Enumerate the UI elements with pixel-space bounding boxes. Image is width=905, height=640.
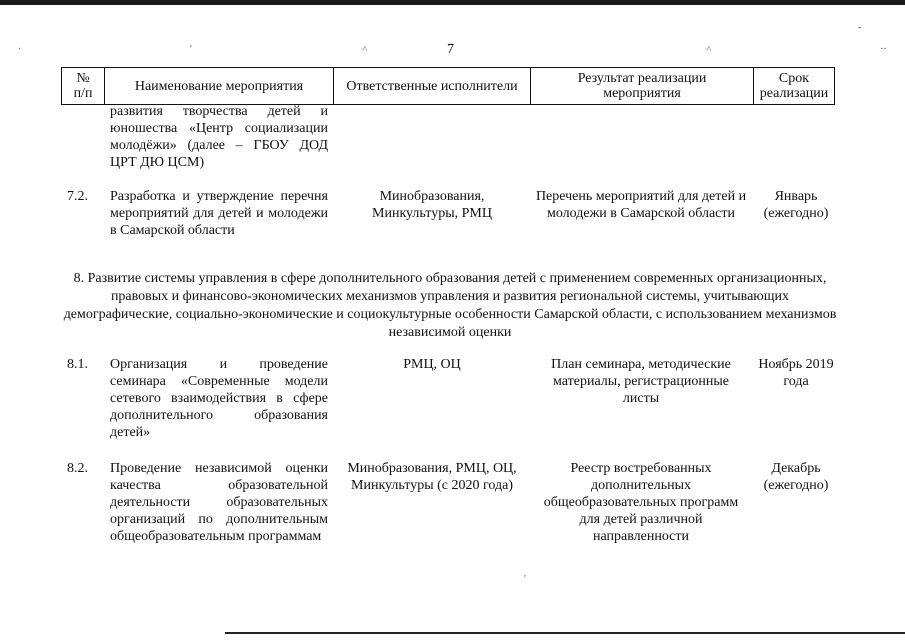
scan-speck: · <box>18 44 22 55</box>
scan-speck: ' <box>190 44 192 55</box>
row-num: 8.2. <box>67 461 88 476</box>
header-name: Наименование мероприятия <box>105 68 334 105</box>
page-bottom-line <box>225 632 905 634</box>
section-title: 8. Развитие системы управления в сфере дополнительного образования детей с применением современных организационных, правовых и финансово-экономических механизмов управления и развития региональной системы, учитывающих демографические, социально-экономические и социокультурные особенности Самарской области, с использованием механизмов независимой оценки <box>63 271 837 340</box>
row-term: Декабрь (ежегодно) <box>763 461 829 493</box>
row-responsible: Минобразования, РМЦ, ОЦ, Минкультуры (с 2020 года) <box>347 461 517 493</box>
scan-speck: - <box>858 22 862 33</box>
page-top-border <box>0 0 905 5</box>
row-responsible: РМЦ, ОЦ <box>403 357 461 372</box>
row-result: Перечень мероприятий для детей и молодежи в Самарской области <box>535 189 747 221</box>
continuation-name: развития творчества детей и юношества «Центр социализации молодёжи» (далее – ГБОУ ДОД ЦРТ ДЮ ЦСМ) <box>110 104 328 170</box>
row-responsible: Минобразования, Минкультуры, РМЦ <box>372 189 492 221</box>
row-name: Организация и проведение семинара «Современные модели сетевого взаимодействия в сфере дополнительного образования детей» <box>110 357 328 440</box>
row-result: Реестр востребованных дополнительных общеобразовательных программ для детей различной направленности <box>543 461 739 544</box>
header-result: Результат реализации мероприятия <box>531 68 754 105</box>
row-term: Ноябрь 2019 года <box>758 357 834 389</box>
scan-speck: ' <box>524 574 526 585</box>
row-name: Разработка и утверждение перечня мероприятий для детей и молодежи в Самарской области <box>110 189 328 238</box>
scan-speck: ·· <box>880 44 887 55</box>
scan-speck: ˄ <box>706 44 712 55</box>
scan-speck: ˄ <box>362 44 368 55</box>
row-term: Январь (ежегодно) <box>763 189 829 221</box>
header-num: № п/п <box>62 68 105 105</box>
row-name: Проведение независимой оценки качества образовательной деятельности образовательных организаций по дополнительным общеобразовательным программам <box>110 461 328 544</box>
page-number: 7 <box>447 42 454 57</box>
row-num: 7.2. <box>67 189 88 204</box>
table-header <box>61 67 835 105</box>
row-result: План семинара, методические материалы, регистрационные листы <box>551 357 731 406</box>
header-responsible: Ответственные исполнители <box>334 68 531 105</box>
row-num: 8.1. <box>67 357 88 372</box>
header-term: Срок реализации <box>754 68 835 105</box>
